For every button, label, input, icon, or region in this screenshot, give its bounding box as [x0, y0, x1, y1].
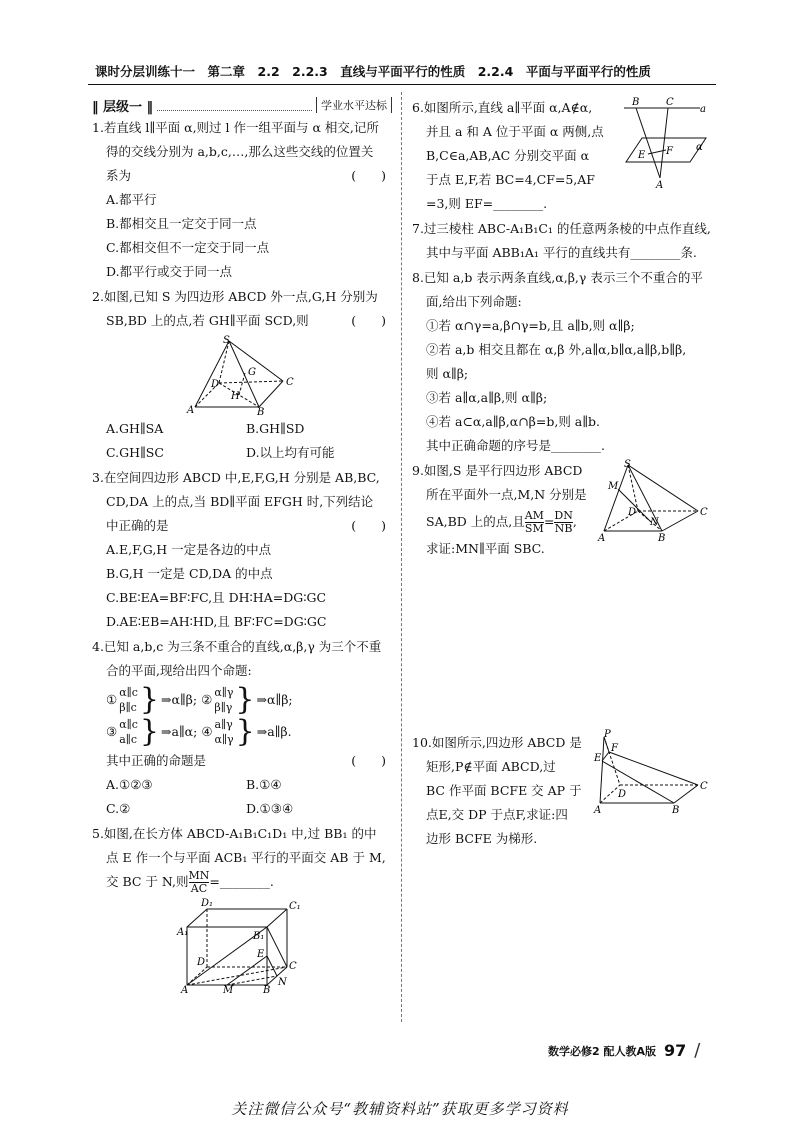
q9-label-s: S	[624, 459, 631, 470]
watermark-text: 关注微信公众号“教辅资料站”获取更多学习资料	[231, 1100, 569, 1118]
question-1	[92, 116, 392, 284]
q6-label-f: F	[666, 146, 673, 157]
q10-figure	[594, 731, 710, 815]
column-divider	[401, 92, 402, 1022]
q6-stem-1: 6.如图所示,直线 a∥平面 α,A∉α,	[412, 100, 593, 115]
level-dots	[157, 100, 312, 111]
q9-f2-den: NB	[554, 522, 573, 535]
q3-option-a: A.E,F,G,H 一定是各边的中点	[106, 542, 272, 557]
q8-prop-4: ④若 a⊂α,a∥β,α∩β=b,则 a∥b.	[426, 414, 601, 429]
question-2	[92, 285, 392, 465]
q2-label-b: B	[257, 407, 265, 418]
q4-propositions-row-1: ① α∥c β∥c } ⇒α∥β; ② α∥γ β∥γ } ⇒α∥β;	[106, 682, 293, 717]
q10-stem-5: 边形 BCFE 为梯形.	[426, 831, 538, 846]
q2-label-g: G	[248, 367, 256, 378]
q5-stem-3b: =________.	[209, 874, 274, 889]
q8-prop-2b: 则 α∥β;	[426, 366, 469, 381]
q5-label-b1: B₁	[253, 931, 265, 942]
q6-stem-5: =3,则 EF=________.	[426, 196, 548, 211]
q1-option-d: D.都平行或交于同一点	[106, 264, 233, 279]
q4-option-d: D.①③④	[246, 801, 294, 816]
header-rule	[88, 84, 716, 85]
q7-stem-2: 其中与平面 ABB₁A₁ 平行的直线共有________条.	[426, 245, 697, 260]
q4-c2-bot: β∥γ	[214, 701, 233, 714]
q10-label-c: C	[700, 781, 708, 792]
q6-label-alpha: α	[696, 142, 703, 153]
q4-c4-res: ⇒a∥β.	[256, 724, 292, 739]
q6-stem-4: 于点 E,F,若 BC=4,CF=5,AF	[426, 172, 595, 187]
q3-option-b: B.G,H 一定是 CD,DA 的中点	[106, 566, 273, 581]
question-9	[412, 459, 712, 561]
question-10	[412, 731, 712, 851]
q3-stem-2: CD,DA 上的点,当 BD∥平面 EFGH 时,下列结论	[106, 494, 374, 509]
q2-label-s: S	[223, 335, 230, 346]
q8-prop-3: ③若 a∥α,a∥β,则 α∥β;	[426, 390, 548, 405]
q4-c1-res: ⇒α∥β;	[160, 692, 198, 707]
q10-label-f: F	[611, 743, 618, 754]
q10-label-p: P	[604, 729, 611, 740]
q9-label-a: A	[598, 533, 606, 544]
q5-stem-1: 5.如图,在长方体 ABCD-A₁B₁C₁D₁ 中,过 BB₁ 的中	[92, 826, 377, 841]
q5-cuboid-figure	[177, 897, 307, 996]
q10-stem-4: 点E,交 DP 于点F,求证:四	[426, 807, 568, 822]
q3-option-d: D.AE∶EB=AH∶HD,且 BF∶FC=DG∶GC	[106, 614, 327, 629]
q6-label-a-point: A	[656, 180, 664, 191]
q4-propositions-row-2: ③ α∥c a∥c } ⇒a∥α; ④ a∥γ α∥γ } ⇒a∥β.	[106, 714, 292, 749]
q6-label-e: E	[638, 150, 646, 161]
question-6	[412, 96, 712, 216]
q9-stem-3a: SA,BD 上的点,且	[426, 514, 525, 529]
question-3	[92, 466, 392, 634]
question-4	[92, 635, 392, 821]
q4-mark-2: ②	[201, 692, 213, 707]
q9-f2-num: DN	[554, 509, 573, 522]
q4-c1-top: α∥c	[119, 686, 138, 699]
q9-label-m: M	[608, 481, 619, 492]
q4-option-c: C.②	[106, 801, 131, 816]
q3-option-c: C.BE∶EA=BF∶FC,且 DH∶HA=DG∶GC	[106, 590, 327, 605]
q4-option-a: A.①②③	[106, 777, 153, 792]
q5-label-b: B	[263, 985, 271, 996]
q9-label-n: N	[650, 517, 659, 528]
q2-stem-1: 2.如图,已知 S 为四边形 ABCD 外一点,G,H 分别为	[92, 289, 378, 304]
q5-label-d1: D₁	[201, 898, 214, 909]
q4-c3-res: ⇒a∥α;	[160, 724, 198, 739]
q8-ask: 其中正确命题的序号是________.	[426, 438, 605, 453]
q4-stem-1: 4.已知 a,b,c 为三条不重合的直线,α,β,γ 为三个不重	[92, 639, 382, 654]
q7-stem-1: 7.过三棱柱 ABC-A₁B₁C₁ 的任意两条棱的中点作直线,	[412, 221, 711, 236]
page-header-title: 课时分层训练十一 第二章 2.2 2.2.3 直线与平面平行的性质 2.2.4 平面与平面平行的性质	[95, 64, 651, 79]
q2-option-c: C.GH∥SC	[106, 445, 164, 460]
q9-stem-1: 9.如图,S 是平行四边形 ABCD	[412, 463, 583, 478]
q6-label-b: B	[632, 97, 640, 108]
page-number: 97	[664, 1041, 687, 1060]
q4-paren: ( )	[351, 753, 386, 768]
q8-prop-1: ①若 α∩γ=a,β∩γ=b,且 a∥b,则 α∥β;	[426, 318, 635, 333]
page-footer	[548, 1040, 700, 1061]
level-banner	[92, 95, 392, 115]
q10-label-d: D	[618, 789, 627, 800]
right-column	[412, 95, 712, 851]
q4-c2-res: ⇒α∥β;	[256, 692, 293, 707]
q9-stem-3b: ,	[572, 514, 577, 529]
q9-pyramid-figure	[598, 459, 710, 545]
q4-mark-3: ③	[106, 724, 118, 739]
q4-c3-top: α∥c	[119, 718, 138, 731]
q5-label-e: E	[257, 949, 265, 960]
q3-stem-1: 3.在空间四边形 ABCD 中,E,F,G,H 分别是 AB,BC,	[92, 470, 380, 485]
q4-c3-bot: a∥c	[119, 733, 138, 746]
q4-mark-4: ④	[201, 724, 213, 739]
q1-option-b: B.都相交且一定交于同一点	[106, 216, 257, 231]
q2-option-d: D.以上均有可能	[246, 445, 335, 460]
q6-label-a-line: a	[700, 104, 706, 115]
q2-label-a: A	[187, 405, 195, 416]
q6-stem-2: 并且 a 和 A 位于平面 α 两侧,点	[426, 124, 604, 139]
q5-stem-2: 点 E 作一个与平面 ACB₁ 平行的平面交 AB 于 M,	[106, 850, 386, 865]
q4-c2-top: α∥γ	[214, 686, 234, 699]
q5-label-c: C	[289, 961, 297, 972]
question-8	[412, 266, 712, 458]
q6-label-c: C	[666, 97, 674, 108]
q5-label-d: D	[197, 957, 206, 968]
q2-label-h: H	[231, 391, 240, 402]
q1-stem-1: 1.若直线 l∥平面 α,则过 l 作一组平面与 α 相交,记所	[92, 120, 379, 135]
q9-eq: =	[543, 514, 555, 529]
q5-frac-num: MN	[188, 869, 210, 882]
q8-prop-2: ②若 a,b 相交且都在 α,β 外,a∥α,b∥α,a∥β,b∥β,	[426, 342, 687, 357]
question-5	[92, 822, 392, 996]
q5-frac-den: AC	[190, 882, 208, 895]
q2-paren: ( )	[351, 313, 386, 328]
q4-mark-1: ①	[106, 692, 118, 707]
q9-label-c: C	[700, 507, 708, 518]
q5-label-n: N	[278, 977, 287, 988]
q5-label-a: A	[181, 985, 189, 996]
q8-stem-2: 面,给出下列命题:	[426, 294, 522, 309]
q6-plane-figure	[620, 96, 708, 191]
q9-label-d: D	[628, 507, 637, 518]
q9-stem-4: 求证:MN∥平面 SBC.	[426, 541, 545, 556]
q1-paren: ( )	[351, 168, 386, 183]
q5-stem-3a: 交 BC 于 N,则	[106, 874, 189, 889]
q3-stem-3: 中正确的是	[106, 518, 169, 533]
q4-ask: 其中正确的命题是	[106, 753, 207, 768]
q1-stem-3: 系为	[106, 168, 132, 183]
q2-label-d: D	[211, 379, 220, 390]
q10-stem-2: 矩形,P∉平面 ABCD,过	[426, 759, 556, 774]
q5-label-m: M	[223, 985, 234, 996]
q4-stem-2: 合的平面,现给出四个命题:	[106, 663, 252, 678]
q2-stem-2: SB,BD 上的点,若 GH∥平面 SCD,则	[106, 313, 309, 328]
q10-label-e: E	[594, 753, 602, 764]
q4-c1-bot: β∥c	[119, 701, 137, 714]
q9-label-b: B	[658, 533, 666, 544]
q4-option-b: B.①④	[246, 777, 282, 792]
q1-option-a: A.都平行	[106, 192, 157, 207]
q2-pyramid-figure	[187, 335, 297, 418]
q3-paren: ( )	[351, 518, 386, 533]
q10-stem-1: 10.如图所示,四边形 ABCD 是	[412, 735, 582, 750]
q5-label-a1: A₁	[177, 927, 189, 938]
q1-option-c: C.都相交但不一定交于同一点	[106, 240, 270, 255]
footer-slash-decoration: /	[694, 1040, 701, 1061]
q10-label-b: B	[672, 805, 680, 816]
q4-c4-bot: α∥γ	[214, 733, 234, 746]
q9-stem-2: 所在平面外一点,M,N 分别是	[426, 487, 587, 502]
q2-option-a: A.GH∥SA	[106, 421, 164, 436]
q1-stem-2: 得的交线分别为 a,b,c,…,那么这些交线的位置关	[106, 144, 374, 159]
left-column	[92, 95, 392, 995]
level-standard: 学业水平达标	[316, 97, 392, 113]
q10-label-a: A	[594, 805, 602, 816]
q4-c4-top: a∥γ	[214, 718, 233, 731]
q5-label-c1: C₁	[289, 901, 301, 912]
level-label: ‖ 层级一 ‖	[92, 99, 154, 115]
q6-stem-3: B,C∈a,AB,AC 分别交平面 α	[426, 148, 590, 163]
q2-label-c: C	[286, 377, 294, 388]
q10-stem-3: BC 作平面 BCFE 交 AP 于	[426, 783, 582, 798]
q2-option-b: B.GH∥SD	[246, 421, 305, 436]
q8-stem-1: 8.已知 a,b 表示两条直线,α,β,γ 表示三个不重合的平	[412, 270, 703, 285]
question-7	[412, 217, 712, 265]
footer-book: 数学必修2 配人教A版	[548, 1044, 656, 1058]
q9-f1-den: SM	[524, 522, 544, 535]
q9-f1-num: AM	[524, 509, 544, 522]
